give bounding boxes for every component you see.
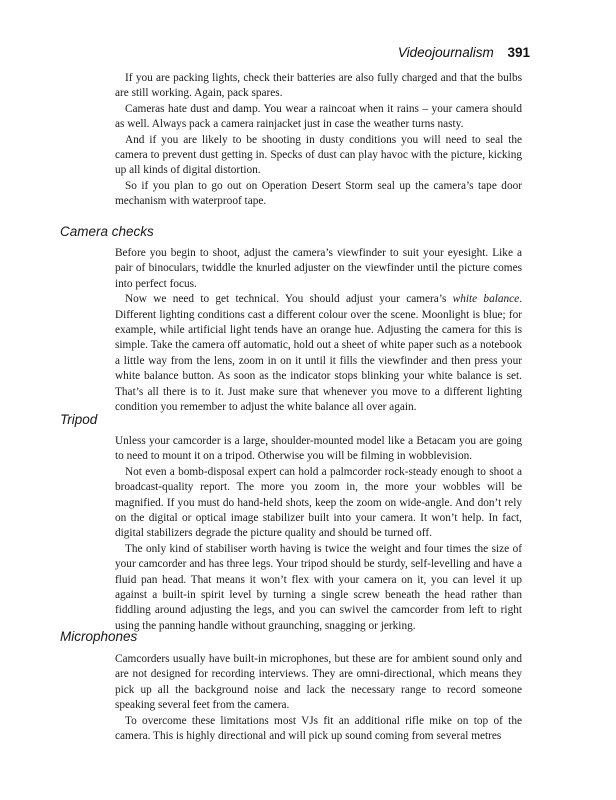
camera-checks-section [115, 246, 522, 415]
section-heading-camera-checks: Camera checks [60, 224, 154, 239]
paragraph: Before you begin to shoot, adjust the camera’s viewfinder to suit your eyesight. Like a pair of binoculars, twiddle the knurled adjuster on the viewfinder until the picture comes into perfect focus. [115, 247, 522, 290]
paragraph: Unless your camcorder is a large, shoulder-mounted model like a Betacam you are going to need to mount it on a tripod. Otherwise you will be filming in wobblevision. [115, 435, 522, 463]
running-header [398, 45, 530, 60]
paragraph: So if you plan to go out on Operation Desert Storm seal up the camera’s tape door mechanism with waterproof tape. [115, 179, 522, 208]
intro-section [115, 71, 522, 210]
paragraph: And if you are likely to be shooting in dusty conditions you will need to seal the camera to prevent dust getting in. Specks of dust can play havoc with the picture, kicking up all kinds of digital distortion. [115, 133, 522, 177]
page-number: 391 [507, 45, 530, 60]
running-title: Videojournalism [397, 45, 494, 60]
paragraph: To overcome these limitations most VJs fit an additional rifle mike on top of the camera. This is highly directional and will pick up sound coming from several metres [115, 714, 522, 743]
paragraph: The only kind of stabiliser worth having is twice the weight and four times the size of your camcorder and has three legs. Your tripod should be sturdy, self-levelling and have a fluid pan head. That means it won’t flex with your camera on it, you can level it up against a built-in spirit level by turning a single screw beneath the head rather than fiddling around adjusting the legs, and you can swivel the camcorder from left to right using the panning handle without graunching, snagging or jerking. [115, 542, 522, 632]
tripod-section [115, 434, 522, 634]
section-heading-tripod: Tripod [60, 412, 98, 427]
paragraph: Now we need to get technical. You should adjust your camera’s white balance. Different lighting conditions cast a different colour over the scene. Moonlight is blue; for example, while artificial light tends have an orange hue. Adjusting the camera for this is simple. Take the camera off automatic, hold out a sheet of white paper such as a notebook a little way from the lens, zoom in on it until it fills the viewfinder and then press your white balance button. As soon as the indicator stops blinking your white balance is set. That’s all there is to it. Just make sure that whenever you move to a different lighting condition you remember to adjust the white balance all over again. [115, 293, 523, 414]
paragraph: Not even a bomb-disposal expert can hold a palmcorder rock-steady enough to shoot a broadcast-quality report. The more you zoom in, the more your wobbles will be magnified. If you must do hand-held shots, keep the zoom on wide-angle. And don’t rely on the digital or optical image stabilizer built into your camera. It won’t help. In fact, digital stabilizers degrade the picture quality and should be turned off. [115, 465, 522, 540]
paragraph: Camcorders usually have built-in microphones, but these are for ambient sound only and are not designed for recording interviews. They are omni-directional, which means they pick up all the background noise and lack the necessary range to record someone speaking several feet from the camera. [115, 653, 522, 712]
paragraph: If you are packing lights, check their batteries are also fully charged and that the bulbs are still working. Again, pack spares. [115, 72, 522, 100]
paragraph: Cameras hate dust and damp. You wear a raincoat when it rains – your camera should as well. Always pack a camera rainjacket just in case the weather turns nasty. [115, 102, 522, 131]
microphones-section [115, 652, 522, 744]
emphasis-text: white balance [452, 293, 520, 306]
section-heading-microphones: Microphones [60, 629, 138, 644]
